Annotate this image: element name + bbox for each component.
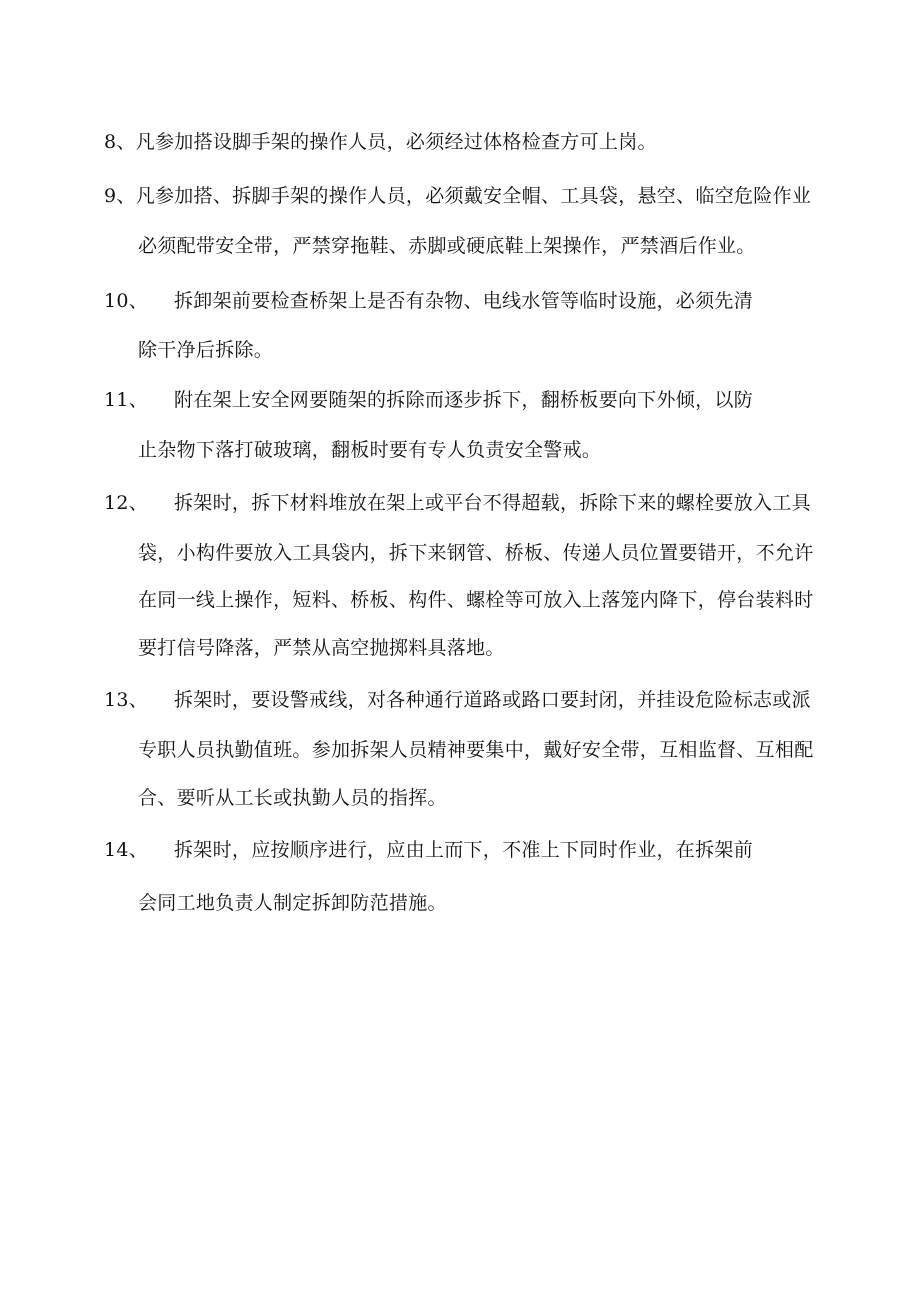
item-14-line-1 [104, 837, 753, 863]
item-9-number: 9、 [104, 185, 136, 207]
item-13-line-3 [138, 785, 447, 811]
item-9-line-1 [104, 183, 811, 209]
item-8-line-1 [104, 129, 657, 155]
item-9-text-1: 凡参加搭、拆脚手架的操作人员，必须戴安全帽、工具袋，悬空、临空危险作业 [135, 185, 812, 207]
item-10-text-2: 除干净后拆除。 [138, 339, 274, 361]
item-13-line-1 [104, 687, 811, 713]
item-10-text-1: 拆卸架前要检查桥架上是否有杂物、电线水管等临时设施，必须先清 [174, 290, 754, 312]
item-11-number: 11、 [104, 389, 149, 411]
item-12-line-2 [138, 540, 814, 566]
item-14-line-2 [138, 890, 447, 916]
item-12-text-1: 拆架时，拆下材料堆放在架上或平台不得超载，拆除下来的螺栓要放入工具 [174, 492, 811, 514]
item-14-text-1: 拆架时，应按顺序进行，应由上而下，不准上下同时作业，在拆架前 [174, 839, 754, 861]
item-13-line-2 [138, 737, 814, 763]
item-10-line-2 [138, 337, 273, 363]
item-13-text-3: 合、要听从工长或执勤人员的指挥。 [138, 787, 447, 809]
item-12-line-4 [138, 635, 505, 661]
item-10-line-1 [104, 288, 753, 314]
item-14-text-2: 会同工地负责人制定拆卸防范措施。 [138, 892, 447, 914]
item-10-number: 10、 [104, 290, 149, 312]
item-12-text-4: 要打信号降落，严禁从高空抛掷料具落地。 [138, 637, 505, 659]
item-11-line-1 [104, 387, 753, 413]
item-11-text-1: 附在架上安全网要随架的拆除而逐步拆下，翻桥板要向下外倾，以防 [174, 389, 754, 411]
item-8-number: 8、 [104, 131, 136, 153]
item-12-number: 12、 [104, 492, 149, 514]
item-14-number: 14、 [104, 839, 149, 861]
item-12-line-1 [104, 490, 811, 516]
item-12-line-3 [138, 587, 814, 613]
item-11-text-2: 止杂物下落打破玻璃，翻板时要有专人负责安全警戒。 [138, 439, 602, 461]
item-12-text-3: 在同一线上操作，短料、桥板、构件、螺栓等可放入上落笼内降下，停台装料时 [138, 589, 814, 611]
item-9-line-2 [138, 233, 756, 259]
item-11-line-2 [138, 437, 601, 463]
item-13-number: 13、 [104, 689, 149, 711]
item-12-text-2: 袋，小构件要放入工具袋内，拆下来钢管、桥板、传递人员位置要错开，不允许 [138, 542, 814, 564]
item-9-text-2: 必须配带安全带，严禁穿拖鞋、赤脚或硬底鞋上架操作，严禁酒后作业。 [138, 235, 756, 257]
item-13-text-1: 拆架时，要设警戒线，对各种通行道路或路口要封闭，并挂设危险标志或派 [174, 689, 811, 711]
item-8-text: 凡参加搭设脚手架的操作人员，必须经过体格检查方可上岗。 [135, 131, 657, 153]
item-13-text-2: 专职人员执勤值班。参加拆架人员精神要集中，戴好安全带，互相监督、互相配 [138, 739, 814, 761]
